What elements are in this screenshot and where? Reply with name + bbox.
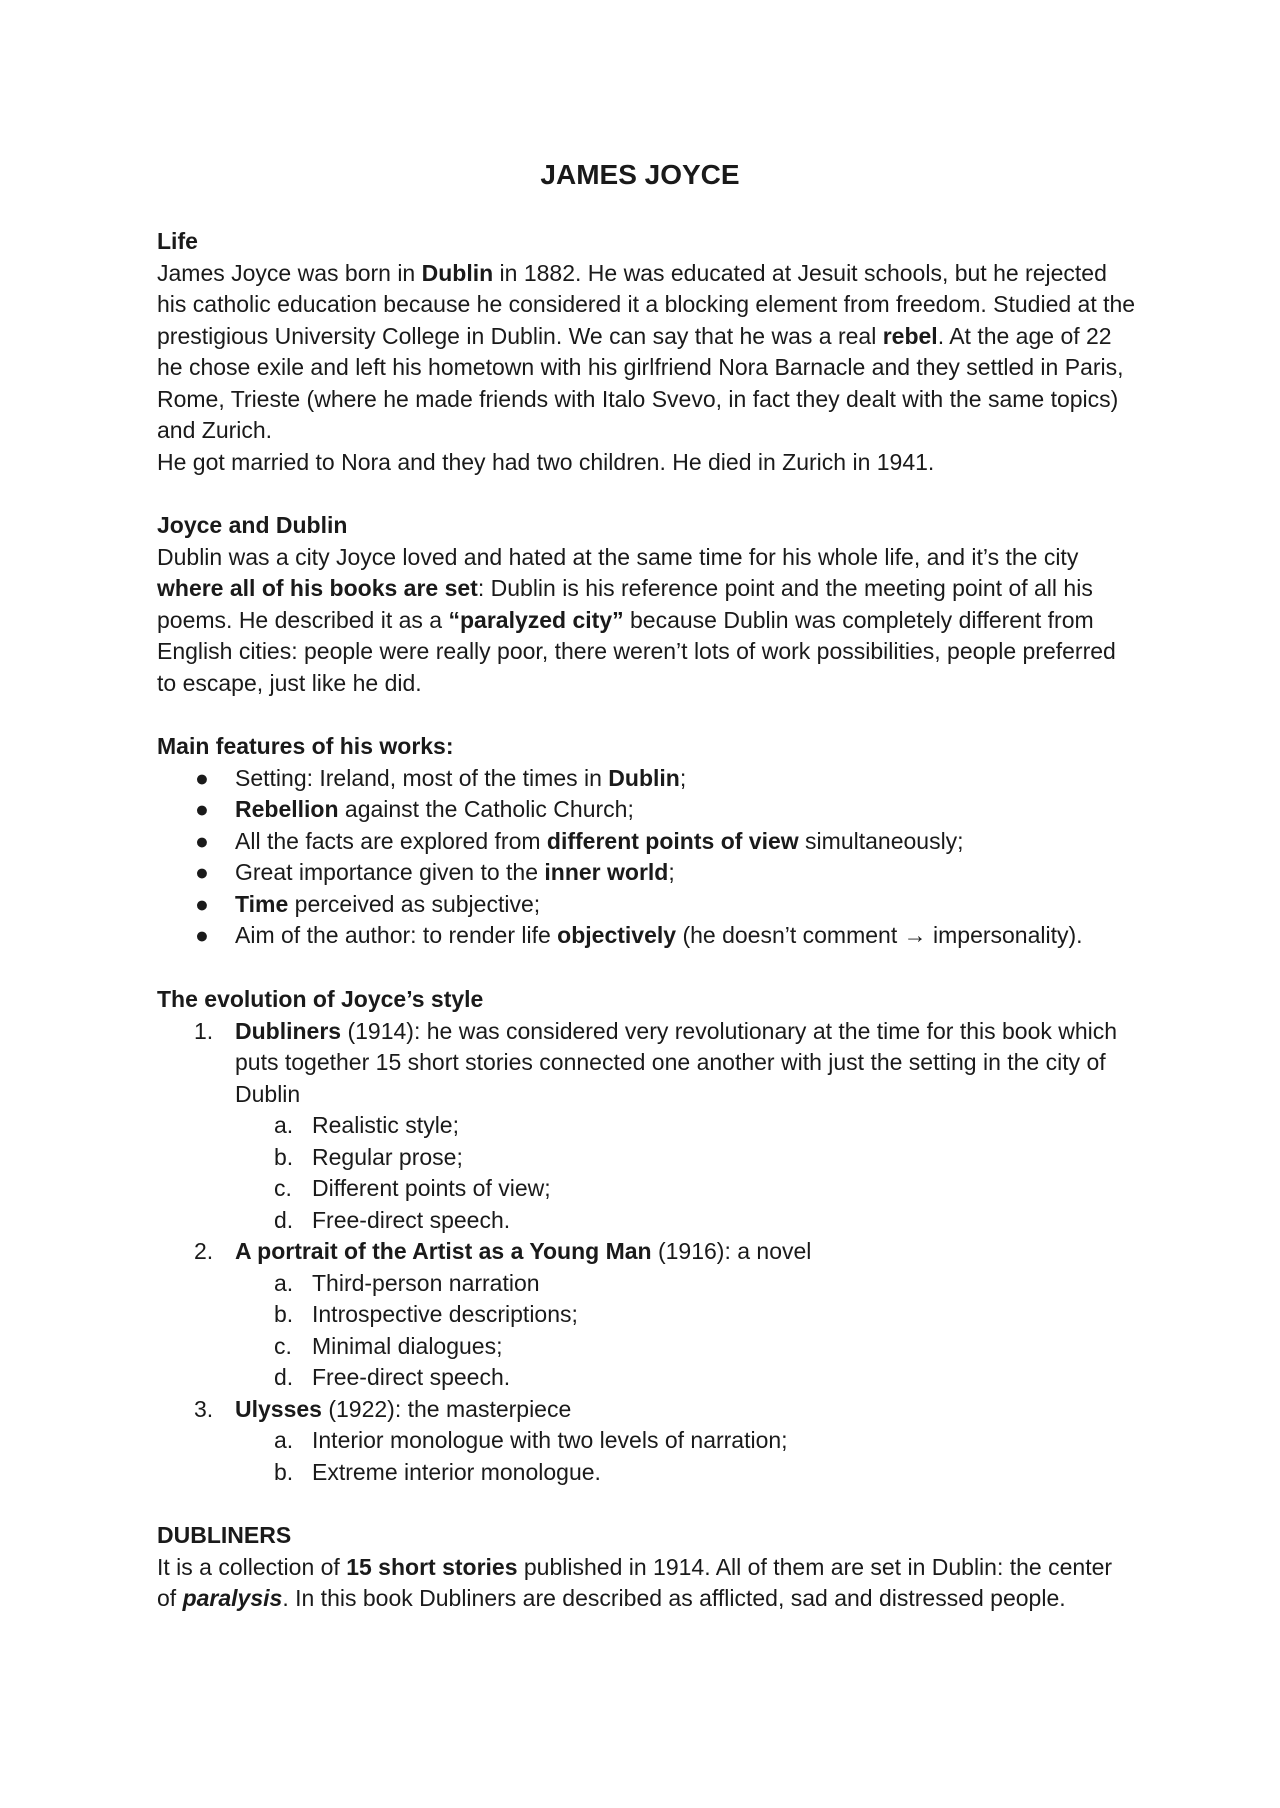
list-item — [157, 857, 1137, 889]
list-item — [157, 1457, 1137, 1489]
works-list — [157, 1016, 1137, 1489]
list-text: Different points of view; — [312, 1175, 551, 1201]
bold-dublin: Dublin — [421, 259, 494, 286]
list-letter: c. — [274, 1332, 292, 1359]
text-run: (he doesn’t comment → impersonality). — [676, 922, 1083, 948]
list-item — [157, 1331, 1137, 1363]
bold-run: different points of view — [546, 827, 799, 854]
list-letter: a. — [274, 1269, 294, 1296]
work-title: A portrait of the Artist as a Young Man — [235, 1238, 652, 1264]
list-item — [157, 1205, 1137, 1237]
list-text: Free-direct speech. — [312, 1206, 511, 1233]
list-text: Minimal dialogues; — [312, 1332, 503, 1359]
life-paragraph-2: He got married to Nora and they had two children. He died in Zurich in 1941. — [157, 448, 935, 475]
text-run: perceived as subjective; — [288, 890, 541, 917]
list-item — [157, 1142, 1137, 1174]
list-item — [157, 1268, 1137, 1300]
bold-run: Time — [235, 890, 289, 917]
dublin-paragraph — [157, 542, 1137, 700]
list-letter: a. — [274, 1112, 294, 1138]
text-run: against the Catholic Church; — [338, 796, 634, 822]
bold-run: objectively — [557, 922, 677, 948]
work-title: Ulysses — [235, 1395, 322, 1422]
bullet-icon: ● — [195, 764, 209, 791]
list-item — [157, 1362, 1137, 1394]
list-item — [157, 763, 1137, 795]
text-run: ; — [668, 859, 675, 885]
text-run: Dublin was a city Joyce loved and hated at the same time for his whole life, and it’s the city — [157, 543, 1079, 570]
list-letter: d. — [274, 1364, 294, 1390]
list-number: 2. — [194, 1238, 214, 1264]
text-run: in 1882. He was educated at Jesuit schools, but he rejected his catholic education because he considered it a blocking element from freedom. Studied at the prestigious University College in Dublin. We can say that he was a real — [157, 259, 1136, 349]
work-description: (1914): he was considered very revolutionary at the time for this book which puts together 15 short stories connected one another with just the setting in the city of Dublin — [235, 1017, 1118, 1107]
section-dubliners — [157, 1520, 1137, 1615]
list-number: 1. — [194, 1017, 214, 1044]
bullet-icon: ● — [195, 796, 209, 822]
bullet-icon: ● — [195, 922, 209, 948]
list-text: Regular prose; — [312, 1143, 463, 1170]
text-run: ; — [679, 764, 687, 791]
list-text: Realistic style; — [312, 1112, 459, 1138]
bullet-icon: ● — [195, 859, 209, 885]
work-item-portrait — [157, 1236, 1137, 1394]
list-item — [157, 826, 1137, 858]
list-number: 3. — [194, 1395, 214, 1422]
list-item — [157, 1425, 1137, 1457]
list-item — [157, 1110, 1137, 1142]
life-paragraph-1 — [157, 258, 1137, 447]
section-evolution — [157, 984, 1137, 1488]
work-sublist — [235, 1110, 1137, 1236]
text-run: . In this book Dubliners are described as afflicted, sad and distressed people. — [282, 1585, 1066, 1611]
section-joyce-and-dublin — [157, 510, 1137, 699]
work-item-ulysses — [157, 1394, 1137, 1489]
bold-run: Dublin — [608, 764, 680, 791]
document-title: JAMES JOYCE — [540, 159, 740, 190]
work-description: (1916): a novel — [651, 1238, 812, 1264]
list-text: Free-direct speech. — [312, 1364, 511, 1390]
bold-italic-paralysis: paralysis — [182, 1585, 283, 1611]
list-letter: d. — [274, 1206, 294, 1233]
list-item — [157, 920, 1137, 952]
bold-rebel: rebel — [882, 322, 938, 349]
list-letter: b. — [274, 1143, 294, 1170]
text-run: because Dublin was completely different from English cities: people were really poor, there weren’t lots of work possibilities, people preferred to escape, just like he did. — [157, 606, 1116, 696]
bold-run: Rebellion — [235, 796, 339, 822]
work-sublist — [235, 1268, 1137, 1394]
section-main-features — [157, 731, 1137, 952]
text-run: Setting: Ireland, most of the times in — [235, 764, 609, 791]
heading-main-features: Main features of his works: — [157, 733, 454, 759]
bold-15-short-stories: 15 short stories — [346, 1553, 518, 1580]
dubliners-paragraph — [157, 1552, 1137, 1615]
work-sublist — [235, 1425, 1137, 1488]
bold-run: inner world — [544, 859, 669, 885]
text-run: Great importance given to the — [235, 859, 545, 885]
list-item — [157, 1173, 1137, 1205]
work-item-dubliners — [157, 1016, 1137, 1237]
heading-dubliners: DUBLINERS — [157, 1522, 292, 1548]
list-letter: b. — [274, 1301, 294, 1327]
list-text: Introspective descriptions; — [312, 1301, 578, 1327]
bold-books-set: where all of his books are set — [157, 575, 478, 601]
work-title: Dubliners — [235, 1017, 342, 1044]
text-run: simultaneously; — [798, 827, 964, 854]
text-run: . At the age of 22 he chose exile and left his hometown with his girlfriend Nora Barnacle and they settled in Paris, Rome, Trieste (where he made friends with Italo Svevo, in fact they dealt with the same topics) and Zurich. — [157, 322, 1124, 443]
work-description: (1922): the masterpiece — [321, 1395, 572, 1422]
list-item — [157, 794, 1137, 826]
heading-life: Life — [157, 228, 198, 254]
section-life — [157, 226, 1137, 478]
bullet-icon: ● — [195, 827, 209, 854]
text-run: James Joyce was born in — [157, 259, 422, 286]
list-letter: c. — [274, 1175, 292, 1201]
heading-joyce-and-dublin: Joyce and Dublin — [157, 512, 348, 538]
features-list — [157, 763, 1137, 952]
list-text: Interior monologue with two levels of narration; — [312, 1427, 788, 1453]
text-run: Aim of the author: to render life — [235, 922, 558, 948]
list-letter: a. — [274, 1427, 294, 1453]
list-letter: b. — [274, 1458, 294, 1485]
text-run: All the facts are explored from — [235, 827, 547, 854]
text-run: It is a collection of — [157, 1553, 347, 1580]
list-item — [157, 889, 1137, 921]
list-item — [157, 1299, 1137, 1331]
bullet-icon: ● — [195, 890, 209, 917]
bold-paralyzed-city: “paralyzed city” — [448, 606, 624, 633]
heading-evolution: The evolution of Joyce’s style — [157, 986, 484, 1012]
text-run: published in 1914. All of them are set in Dublin: the center of — [157, 1553, 1113, 1611]
text-run: : Dublin is his reference point and the meeting point of all his poems. He described it as a — [157, 575, 1093, 633]
list-text: Extreme interior monologue. — [312, 1458, 601, 1485]
list-text: Third-person narration — [312, 1269, 540, 1296]
